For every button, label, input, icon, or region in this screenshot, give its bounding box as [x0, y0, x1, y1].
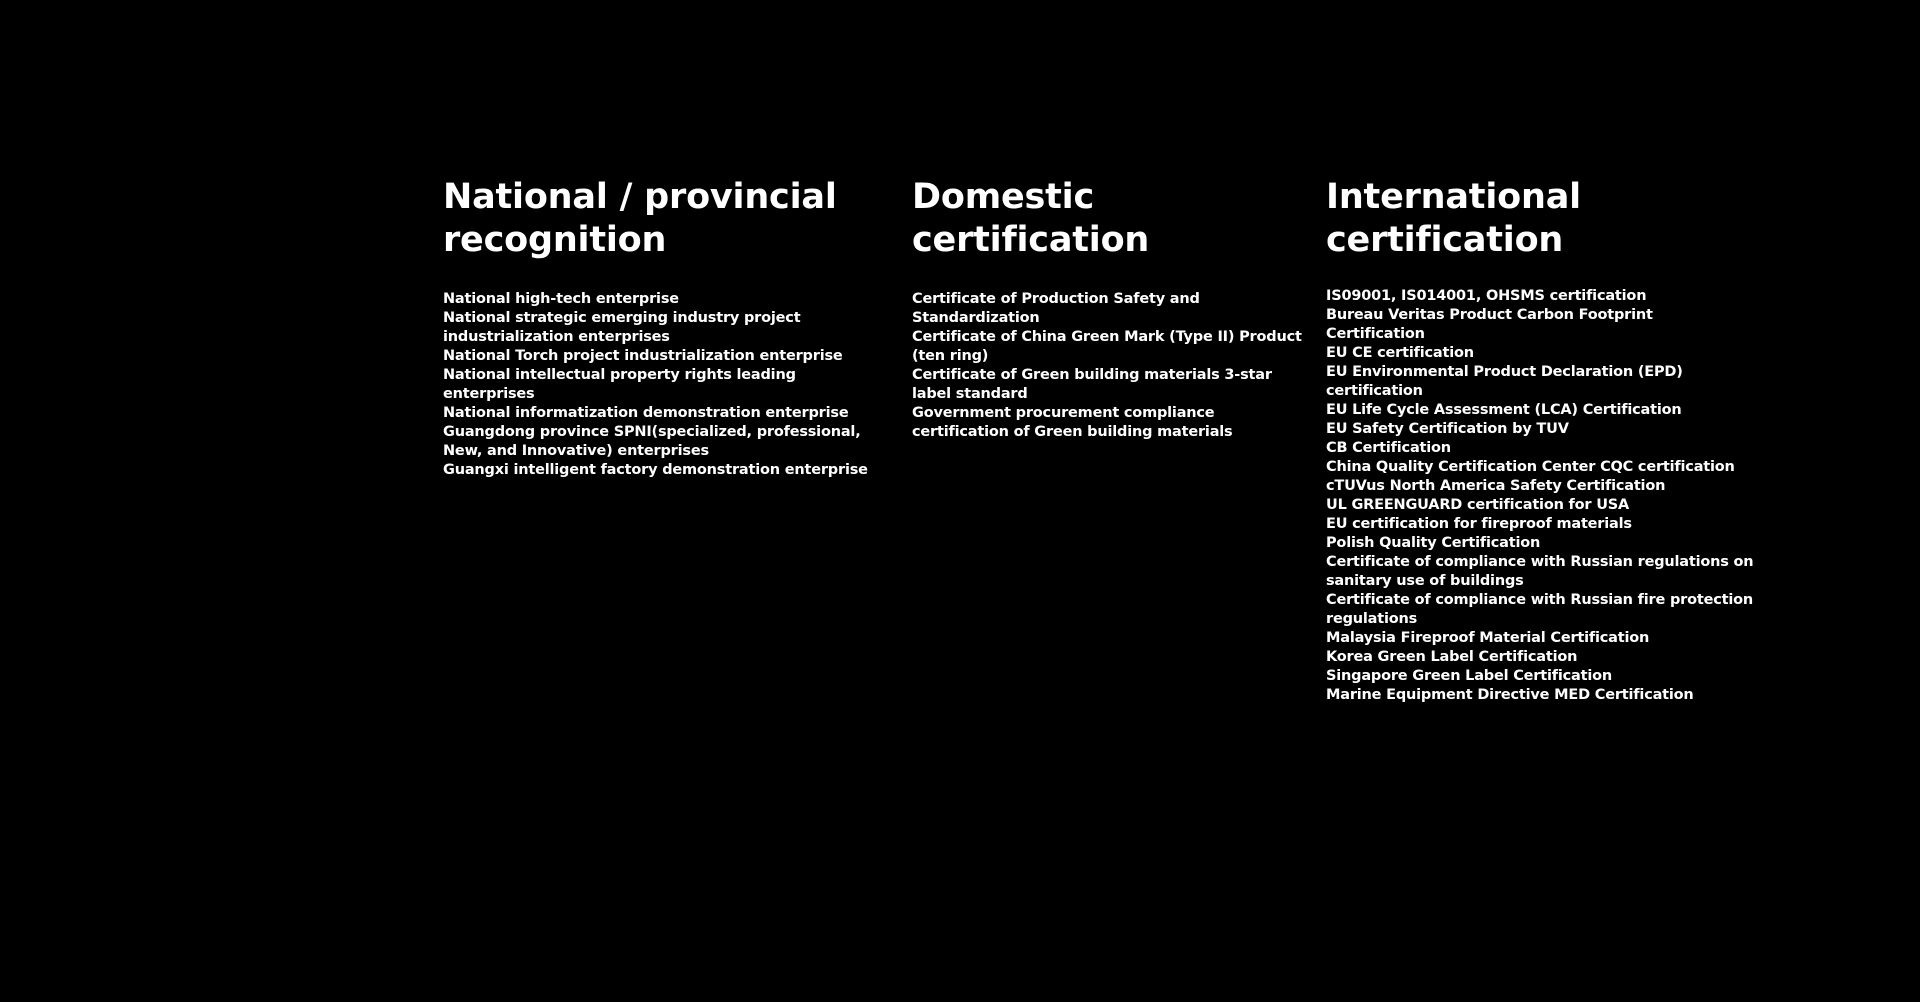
- section-title: Domestic certification: [912, 177, 1150, 260]
- list-item: National high-tech enterprise: [443, 291, 679, 307]
- international-certification-section: [1326, 176, 1766, 703]
- list-item: Certificate of China Green Mark (Type II) Product (ten ring): [912, 329, 1302, 364]
- recognition-list: [443, 290, 883, 480]
- list-item: Government procurement compliance certification of Green building materials: [912, 405, 1233, 440]
- certification-list: [912, 290, 1312, 442]
- list-item: National intellectual property rights leading enterprises: [443, 367, 796, 402]
- list-item: EU certification for fireproof materials: [1326, 516, 1632, 532]
- list-item: National informatization demonstration enterprise: [443, 405, 849, 421]
- section-title: International certification: [1326, 177, 1581, 260]
- list-item: UL GREENGUARD certification for USA: [1326, 497, 1630, 513]
- list-item: Bureau Veritas Product Carbon Footprint Certification: [1326, 307, 1653, 342]
- list-item: Certificate of Production Safety and Standardization: [912, 291, 1200, 326]
- certification-list: [1326, 287, 1766, 705]
- list-item: Certificate of Green building materials 3-star label standard: [912, 367, 1272, 402]
- list-item: EU Safety Certification by TUV: [1326, 421, 1569, 437]
- list-item: Guangxi intelligent factory demonstration enterprise: [443, 462, 868, 478]
- national-recognition-section: [443, 176, 883, 478]
- list-item: EU Life Cycle Assessment (LCA) Certification: [1326, 402, 1682, 418]
- list-item: IS09001, IS014001, OHSMS certification: [1326, 288, 1647, 304]
- list-item: Malaysia Fireproof Material Certification: [1326, 630, 1650, 646]
- list-item: National strategic emerging industry project industrialization enterprises: [443, 310, 801, 345]
- list-item: Guangdong province SPNI(specialized, professional, New, and Innovative) enterprises: [443, 424, 861, 459]
- list-item: CB Certification: [1326, 440, 1451, 456]
- list-item: Korea Green Label Certification: [1326, 649, 1578, 665]
- list-item: Certificate of compliance with Russian regulations on sanitary use of buildings: [1326, 554, 1754, 589]
- list-item: Polish Quality Certification: [1326, 535, 1541, 551]
- list-item: China Quality Certification Center CQC certification: [1326, 459, 1735, 475]
- domestic-certification-section: [912, 176, 1312, 440]
- list-item: EU CE certification: [1326, 345, 1474, 361]
- list-item: National Torch project industrialization enterprise: [443, 348, 843, 364]
- list-item: Singapore Green Label Certification: [1326, 668, 1612, 684]
- section-title: National / provincial recognition: [443, 177, 837, 260]
- list-item: Certificate of compliance with Russian fire protection regulations: [1326, 592, 1753, 627]
- list-item: cTUVus North America Safety Certification: [1326, 478, 1666, 494]
- list-item: EU Environmental Product Declaration (EPD) certification: [1326, 364, 1683, 399]
- list-item: Marine Equipment Directive MED Certification: [1326, 687, 1694, 703]
